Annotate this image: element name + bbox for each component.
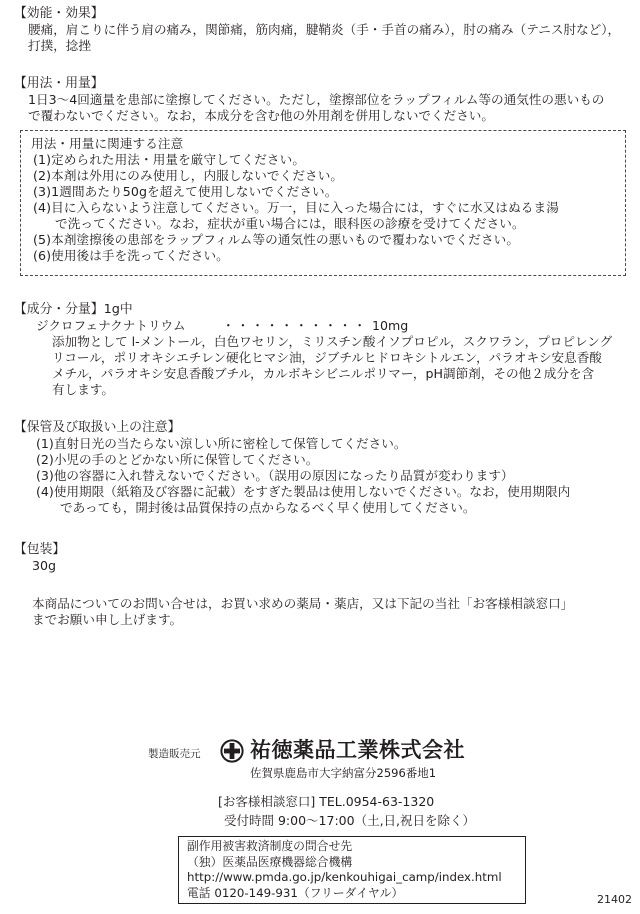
cross-in-circle-logo-icon: [220, 739, 244, 763]
effect-line: 腰痛，肩こりに伴う肩の痛み，関節痛，筋肉痛，腱鞘炎（手・手首の痛み），肘の痛み（テニス肘など），: [28, 22, 621, 37]
precaution-item: (2)本剤は外用にのみ使用し，内服しないでください。: [33, 168, 344, 183]
storage-item: (3)他の容器に入れ替えないでください。（誤用の原因になったり品質が変わります）: [36, 468, 514, 483]
manufacturer-block: [148, 736, 548, 786]
storage-item: (4)使用期限（紙箱及び容器に記載）をすぎた製品は使用しないでください。なお，使用期限内: [36, 484, 571, 499]
precaution-item: (5)本剤塗擦後の患部をラップフィルム等の通気性の悪いもので覆わないでください。: [33, 232, 520, 247]
precaution-item: (1)定められた用法・用量を厳守してください。: [33, 152, 306, 167]
manufacturer-name: 祐徳薬品工業株式会社: [250, 738, 465, 762]
effect-heading: 【効能・効果】: [14, 6, 104, 21]
customer-service-phone: [お客様相談窓口] TEL.0954-63-1320: [218, 794, 435, 809]
storage-item: (2)小児の手のとどかない所に保管してください。: [36, 452, 319, 467]
storage-section: [14, 420, 626, 516]
relief-url: http://www.pmda.go.jp/kenkouhigai_camp/index.html: [187, 870, 502, 885]
additives-line: リコール，ポリオキシエチレン硬化ヒマシ油，ジブチルヒドロキシトルエン，パラオキシ安息香酸: [52, 350, 602, 365]
ingredients-heading: 【成分・分量】1g中: [14, 302, 133, 317]
usage-precautions-box: [20, 130, 626, 276]
manufacturer-label: 製造販売元: [148, 748, 201, 760]
usage-line: で覆わないでください。なお，本成分を含む他の外用剤を併用しないでください。: [28, 108, 494, 123]
customer-service-hours: 受付時間 9:00～17:00（土,日,祝日を除く）: [224, 813, 476, 828]
usage-section: [14, 76, 626, 124]
active-ingredient-name: ジクロフェナクナトリウム: [36, 318, 186, 333]
relief-line: （独）医薬品医療機器総合機構: [187, 854, 353, 869]
relief-system-box: [178, 836, 526, 904]
storage-item: (1)直射日光の当たらない涼しい所に密栓して保管してください。: [36, 436, 407, 451]
additives-line: 有します。: [52, 382, 114, 397]
contact-section: [14, 596, 626, 628]
precaution-item: (4)目に入らないよう注意してください。万一，目に入った場合には，すぐに水又はぬるま湯: [33, 200, 559, 215]
precaution-item: (6)使用後は手を洗ってください。: [33, 248, 229, 263]
active-ingredient-dots: ・・・・・・・・・・: [222, 318, 368, 333]
active-ingredient-amount: 10mg: [372, 318, 409, 333]
effect-section: [14, 6, 626, 54]
relief-line: 副作用被害救済制度の問合せ先: [187, 839, 353, 853]
active-ingredient-row: [14, 318, 626, 334]
relief-phone: 電話 0120-149-931（フリーダイヤル）: [187, 885, 404, 900]
customer-service-block: [218, 792, 475, 830]
usage-line: 1日3～4回適量を患部に塗擦してください。ただし，塗擦部位をラップフィルム等の通気性の悪いもの: [28, 92, 605, 107]
contact-line: 本商品についてのお問い合せは，お買い求めの薬局・薬店，又は下記の当社「お客様相談窓口」: [32, 596, 574, 611]
storage-item-continuation: であっても，開封後は品質保持の点からなるべく早く使用してください。: [60, 500, 476, 515]
ingredients-section: [14, 302, 626, 398]
storage-heading: 【保管及び取扱い上の注意】: [14, 420, 181, 435]
package-heading: 【包装】: [14, 542, 66, 557]
package-section: [14, 542, 626, 574]
precaution-item: (3)1週間あたり50gを超えて使用しないでください。: [33, 184, 338, 199]
manufacturer-address: 佐賀県鹿島市大字納富分2596番地1: [250, 766, 437, 780]
contact-line: までお願い申し上げます。: [32, 612, 183, 627]
package-amount: 30g: [32, 558, 57, 573]
document-code: 21402: [597, 893, 632, 906]
precaution-item-continuation: で洗ってください。なお，症状が重い場合には，眼科医の診療を受けてください。: [55, 216, 525, 231]
usage-heading: 【用法・用量】: [14, 76, 104, 91]
additives-line: 添加物として l-メントール，白色ワセリン，ミリスチン酸イソプロピル，スクワラン，プロピレング: [52, 334, 613, 349]
precautions-heading: 用法・用量に関連する注意: [31, 136, 184, 151]
effect-line: 打撲，捻挫: [28, 38, 91, 53]
additives-line: メチル，パラオキシ安息香酸ブチル，カルボキシビニルポリマー，pH調節剤，その他２成分を含: [52, 366, 595, 381]
